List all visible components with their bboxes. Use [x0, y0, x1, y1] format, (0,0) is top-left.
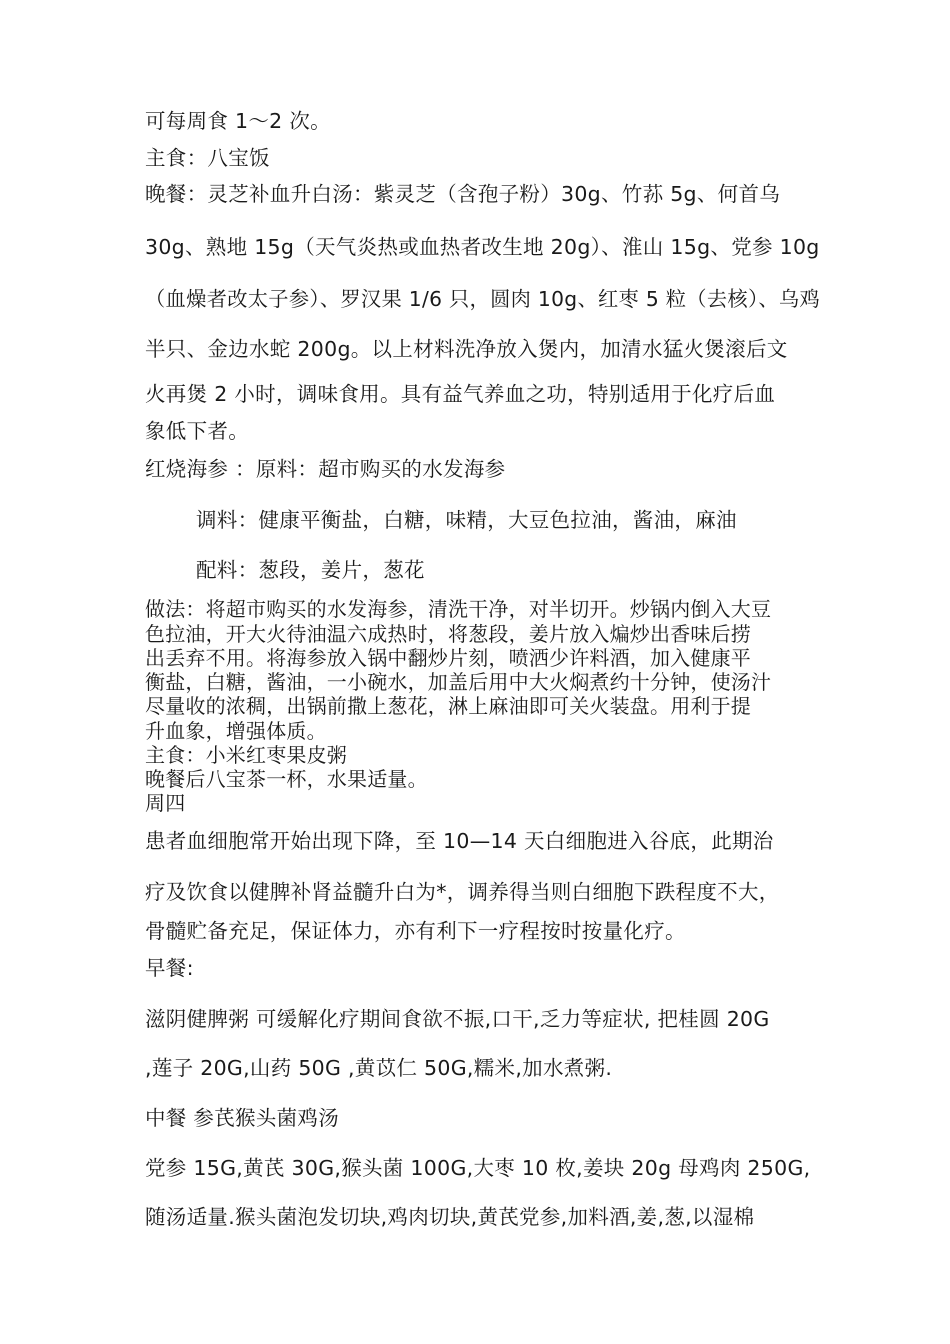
seasoning-line: 调料：健康平衡盐，白糖，味精，大豆色拉油，酱油，麻油 — [196, 508, 737, 532]
text-line: 晚餐后八宝茶一杯，水果适量。 — [145, 767, 428, 791]
text-line: 30g、熟地 15g（天气炎热或血热者改生地 20g）、淮山 15g、党参 10g — [145, 235, 820, 259]
text-line: 晚餐：灵芝补血升白汤：紫灵芝（含孢子粉）30g、竹荪 5g、何首乌 — [145, 182, 781, 206]
text-line: 尽量收的浓稠，出锅前撒上葱花，淋上麻油即可关火装盘。用利于提 — [145, 694, 751, 718]
text-line: 火再煲 2 小时，调味食用。具有益气养血之功，特别适用于化疗后血 — [145, 382, 776, 406]
text-line: 党参 15G,黄芪 30G,猴头菌 100G,大枣 10 枚,姜块 20g 母鸡肉 250G, — [145, 1156, 811, 1180]
text-line: 疗及饮食以健脾补肾益髓升白为*，调养得当则白细胞下跌程度不大， — [145, 880, 780, 904]
text-line: 升血象，增强体质。 — [145, 719, 327, 743]
text-line: 半只、金边水蛇 200g。以上材料洗净放入煲内，加清水猛火煲滚后文 — [145, 337, 788, 361]
text-line: 色拉油，开大火待油温六成热时，将葱段，姜片放入煸炒出香味后捞 — [145, 622, 751, 646]
section-heading: 周四 — [145, 791, 186, 815]
text-line: 骨髓贮备充足，保证体力，亦有利下一疗程按时按量化疗。 — [145, 919, 686, 943]
text-line: 滋阴健脾粥 可缓解化疗期间食欲不振,口干,乏力等症状, 把桂圆 20G — [145, 1007, 770, 1031]
text-line: ,莲子 20G,山药 50G ,黄苡仁 50G,糯米,加水煮粥. — [145, 1056, 613, 1080]
text-line: （血燥者改太子参）、罗汉果 1/6 只，圆肉 10g、红枣 5 粒（去核）、乌鸡 — [145, 287, 821, 311]
meal-heading: 早餐: — [145, 956, 194, 980]
text-line: 象低下者。 — [145, 419, 249, 443]
text-line: 可每周食 1～2 次。 — [145, 109, 331, 133]
ingredient-line: 配料：葱段，姜片，葱花 — [196, 558, 425, 582]
text-line: 主食：八宝饭 — [145, 146, 270, 170]
text-line: 患者血细胞常开始出现下降，至 10—14 天白细胞进入谷底，此期治 — [145, 829, 774, 853]
recipe-title: 红烧海参 ：原料：超市购买的水发海参 — [145, 457, 506, 481]
text-line: 衡盐，白糖，酱油，一小碗水，加盖后用中大火焖煮约十分钟，使汤汁 — [145, 670, 772, 694]
text-line: 出丢弃不用。将海参放入锅中翻炒片刻，喷洒少许料酒，加入健康平 — [145, 646, 751, 670]
text-line: 做法：将超市购买的水发海参，清洗干净，对半切开。炒锅内倒入大豆 — [145, 597, 772, 621]
meal-heading: 中餐 参芪猴头菌鸡汤 — [145, 1106, 340, 1130]
text-line: 主食：小米红枣果皮粥 — [145, 743, 347, 767]
text-line: 随汤适量.猴头菌泡发切块,鸡肉切块,黄芪党参,加料酒,姜,葱,以湿棉 — [145, 1205, 755, 1229]
